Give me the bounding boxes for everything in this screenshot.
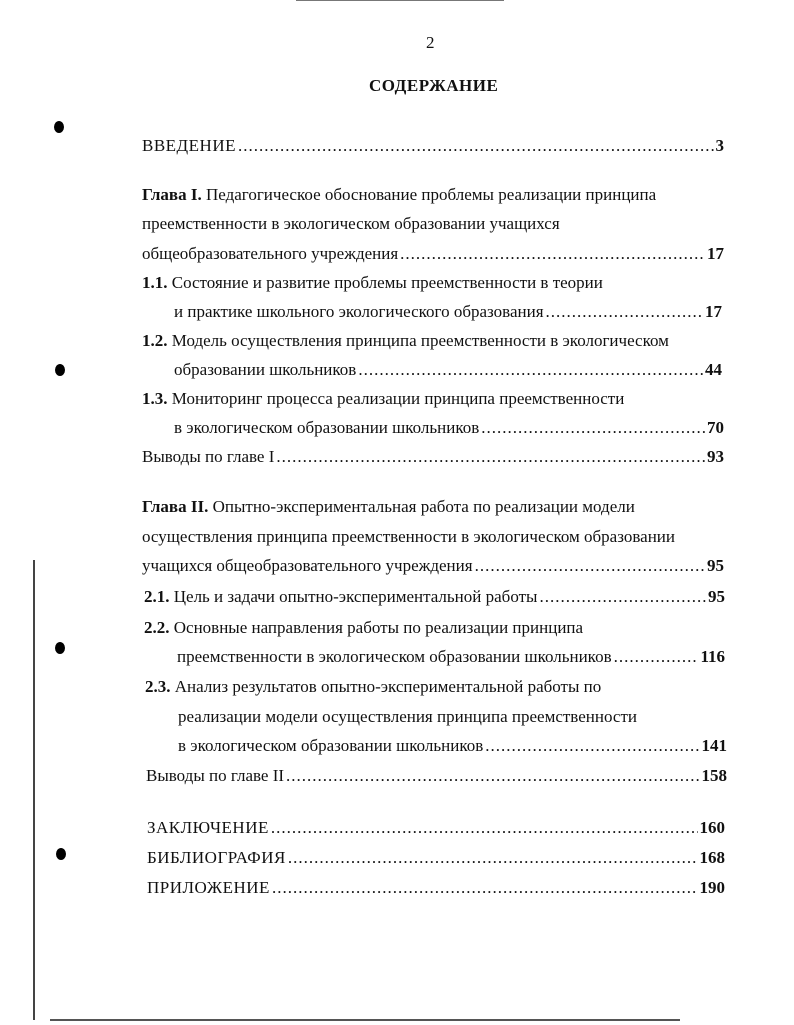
toc-section-1-3: [174, 418, 724, 438]
toc-chapter1: [142, 244, 724, 264]
section-2-2-number: 2.2.: [144, 618, 170, 637]
bibliography-label: БИБЛИОГРАФИЯ: [147, 848, 286, 867]
chapter2-conclusions-label: Выводы по главе II: [146, 766, 285, 785]
binder-hole: [55, 642, 65, 654]
toc-bibliography: [147, 848, 725, 868]
chapter1-conclusions-page: 93: [707, 447, 724, 466]
page-number: 2: [426, 33, 435, 52]
leader-dots: [400, 244, 705, 264]
toc-section-2-1: [144, 587, 725, 607]
section-2-1-number: 2.1.: [144, 587, 170, 606]
leader-dots: [238, 136, 714, 156]
bibliography-page: 168: [699, 848, 725, 867]
chapter2-conclusions-page: 158: [701, 766, 727, 785]
section-1-2-line1: [142, 331, 669, 351]
left-margin-line: [33, 560, 35, 1020]
binder-hole: [56, 848, 66, 860]
section-1-1-number: 1.1.: [142, 273, 168, 292]
toc-section-1-2: [174, 360, 722, 380]
toc-section-2-2: [177, 647, 725, 667]
section-2-1-page: 95: [708, 587, 725, 606]
section-2-3-page: 141: [701, 736, 727, 755]
chapter2-title-line2: осуществления принципа преемственности в экологическом образовании: [142, 527, 675, 546]
section-1-2-number: 1.2.: [142, 331, 168, 350]
leader-dots: [272, 878, 698, 898]
toc-section-1-1: [174, 302, 722, 322]
section-2-2-line2: преемственности в экологическом образовании школьников: [177, 647, 612, 666]
section-2-3-line3: в экологическом образовании школьников: [178, 736, 484, 755]
appendix-page: 190: [699, 878, 725, 897]
chapter2-prefix: Глава II.: [142, 497, 209, 516]
toc-intro: [142, 136, 724, 156]
chapter1-title-line3: общеобразовательного учреждения: [142, 244, 399, 263]
section-1-2-text: Модель осуществления принципа преемственности в экологическом: [171, 331, 669, 350]
section-2-2-page: 116: [700, 647, 725, 666]
leader-dots: [286, 766, 699, 786]
section-2-2-line1: [144, 618, 583, 638]
leader-dots: [485, 736, 699, 756]
leader-dots: [614, 647, 699, 667]
toc-chapter1-conclusions: [142, 447, 724, 467]
section-2-3-number: 2.3.: [145, 677, 171, 696]
conclusion-page: 160: [699, 818, 725, 837]
chapter1-title-line2: преемственности в экологическом образовании учащихся: [142, 214, 560, 233]
leader-dots: [475, 556, 705, 576]
leader-dots: [539, 587, 706, 607]
toc-intro-label: ВВЕДЕНИЕ: [142, 136, 236, 155]
section-2-1-text: Цель и задачи опытно-экспериментальной работы: [173, 587, 538, 606]
conclusion-label: ЗАКЛЮЧЕНИЕ: [147, 818, 269, 837]
section-1-3-number: 1.3.: [142, 389, 168, 408]
section-2-2-text: Основные направления работы по реализации принципа: [173, 618, 584, 637]
toc-chapter2-conclusions: [146, 766, 727, 786]
binder-hole: [54, 121, 64, 133]
section-1-3-text: Мониторинг процесса реализации принципа преемственности: [171, 389, 625, 408]
chapter1-conclusions-label: Выводы по главе I: [142, 447, 275, 466]
leader-dots: [546, 302, 703, 322]
section-2-3-line1: [145, 677, 601, 697]
chapter2-title-line3: учащихся общеобразовательного учреждения: [142, 556, 473, 575]
leader-dots: [276, 447, 705, 467]
toc-section-2-3: [178, 736, 727, 756]
section-1-1-text: Состояние и развитие проблемы преемственности в теории: [171, 273, 603, 292]
chapter2-title-line1: Опытно-экспериментальная работа по реализации модели: [212, 497, 635, 516]
chapter1-page: 17: [707, 244, 724, 263]
toc-appendix: [147, 878, 725, 898]
bottom-rule: [50, 1019, 680, 1021]
section-1-1-line1: [142, 273, 603, 293]
section-1-3-page: 70: [707, 418, 724, 437]
leader-dots: [271, 818, 698, 838]
section-2-3-line2: реализации модели осуществления принципа преемственности: [178, 707, 637, 726]
chapter2-heading: [142, 497, 635, 517]
chapter1-title-line1: Педагогическое обоснование проблемы реализации принципа: [205, 185, 657, 204]
section-1-1-page: 17: [705, 302, 722, 321]
toc-conclusion: [147, 818, 725, 838]
top-rule: [296, 0, 504, 1]
leader-dots: [481, 418, 705, 438]
section-1-3-line1: [142, 389, 624, 409]
appendix-label: ПРИЛОЖЕНИЕ: [147, 878, 270, 897]
toc-intro-page: 3: [715, 136, 724, 155]
chapter1-heading: [142, 185, 656, 205]
section-1-3-line2: в экологическом образовании школьников: [174, 418, 480, 437]
chapter2-page: 95: [707, 556, 724, 575]
leader-dots: [358, 360, 703, 380]
section-1-2-line2: образовании школьников: [174, 360, 357, 379]
page-title: СОДЕРЖАНИЕ: [369, 76, 499, 95]
section-1-1-line2: и практике школьного экологического образования: [174, 302, 544, 321]
leader-dots: [288, 848, 698, 868]
binder-hole: [55, 364, 65, 376]
section-2-3-text: Анализ результатов опытно-экспериментальной работы по: [174, 677, 602, 696]
section-1-2-page: 44: [705, 360, 722, 379]
chapter1-prefix: Глава I.: [142, 185, 202, 204]
toc-chapter2: [142, 556, 724, 576]
